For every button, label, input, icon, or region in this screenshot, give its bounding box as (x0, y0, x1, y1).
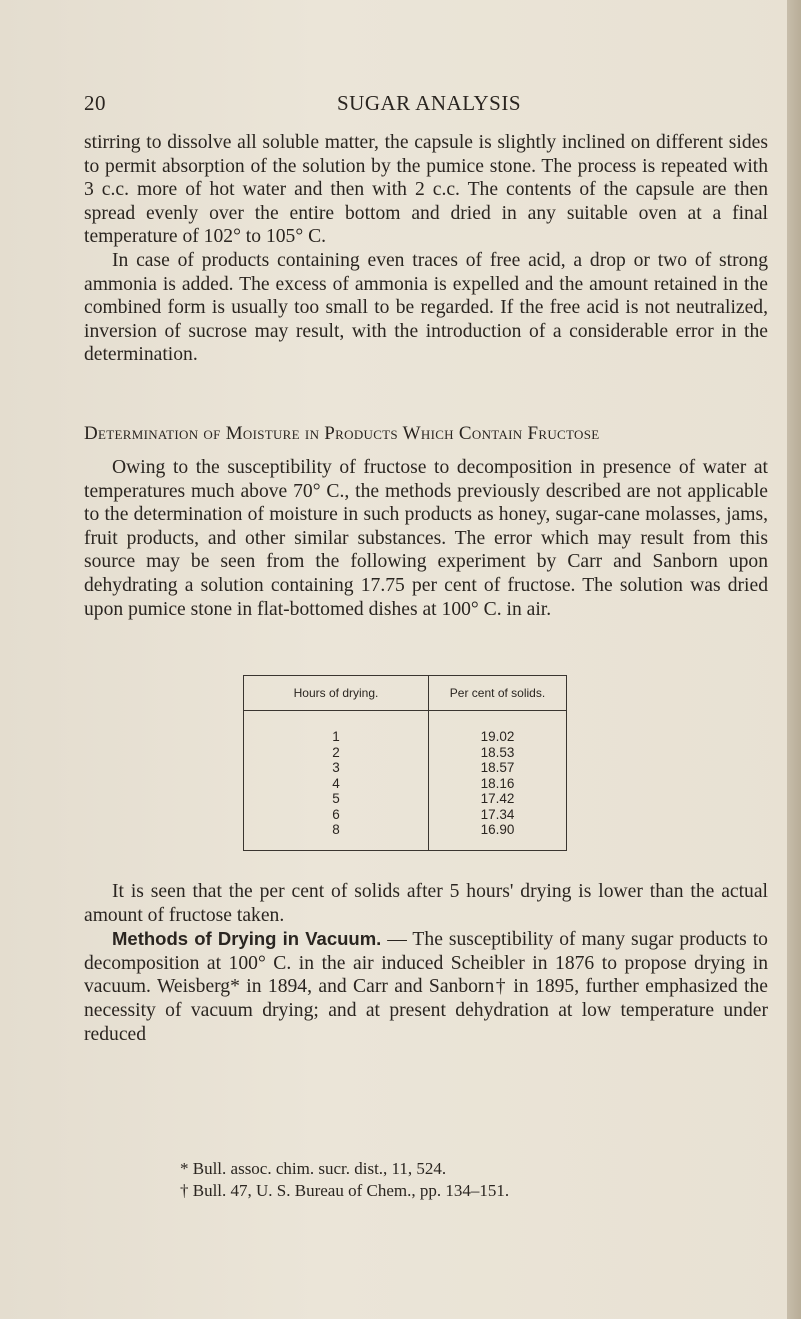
table-row (244, 791, 567, 807)
table-cell-hours: 5 (244, 791, 429, 807)
page-number: 20 (84, 91, 106, 115)
table-cell-solids: 17.34 (429, 807, 567, 823)
table-cell-hours: 8 (244, 822, 429, 850)
table-header-row (244, 676, 567, 711)
table-cell-solids: 19.02 (429, 711, 567, 745)
paragraph-5-text: — The susceptibility of many sugar products to decomposition at 100° C. in the air induced Scheibler in 1876 to propose drying in vacuum. Weisberg* in 1894, and Carr and Sanborn† in 1895, further emphasized the necessity of vacuum drying; and at present dehydration at low temperature under reduced (84, 929, 768, 1045)
table-row (244, 711, 567, 745)
paragraph-4: It is seen that the per cent of solids after 5 hours' drying is lower than the actual amount of fructose taken. (84, 881, 768, 926)
table-cell-solids: 17.42 (429, 791, 567, 807)
page-header (84, 91, 774, 117)
paragraph-3: Owing to the susceptibility of fructose to decomposition in presence of water at temperatures much above 70° C., the methods previously described are not applicable to the determination of moisture in such products as honey, sugar-cane molasses, jams, fruit products, and other similar substances. The error which may result from this source may be seen from the following experiment by Carr and Sanborn upon dehydrating a solution containing 17.75 per cent of fructose. The solution was dried upon pumice stone in flat-bottomed dishes at 100° C. in air. (84, 457, 768, 620)
page-edge (787, 0, 801, 1319)
table-cell-hours: 3 (244, 760, 429, 776)
table-row (244, 745, 567, 761)
table-cell-solids: 18.57 (429, 760, 567, 776)
table-cell-hours: 2 (244, 745, 429, 761)
table-row (244, 822, 567, 850)
table-header-hours: Hours of drying. (244, 676, 429, 711)
table-cell-hours: 6 (244, 807, 429, 823)
paragraph-5-heading: Methods of Drying in Vacuum. (112, 928, 382, 950)
table-row (244, 807, 567, 823)
table-cell-solids: 18.16 (429, 776, 567, 792)
table-cell-hours: 1 (244, 711, 429, 745)
drying-table (243, 675, 567, 851)
table-header-solids: Per cent of solids. (429, 676, 567, 711)
table-cell-solids: 16.90 (429, 822, 567, 850)
footnote-1: * Bull. assoc. chim. sucr. dist., 11, 524. (180, 1159, 447, 1178)
paragraph-1: stirring to dissolve all soluble matter, the capsule is slightly inclined on different sides to permit absorption of the solution by the pumice stone. The process is repeated with 3 c.c. more of hot water and then with 2 c.c. The contents of the capsule are then spread evenly over the entire bottom and dried in any suitable oven at a final temperature of 102° to 105° C. (84, 132, 768, 248)
body-text-block-2 (84, 880, 768, 1046)
footnotes (180, 1158, 740, 1202)
table-cell-solids: 18.53 (429, 745, 567, 761)
running-title: SUGAR ANALYSIS (336, 91, 521, 115)
section-heading: Determination of Moisture in Products Which Contain Fructose (84, 423, 600, 444)
body-text-block-1 (84, 131, 768, 367)
table-cell-hours: 4 (244, 776, 429, 792)
paragraph-2: In case of products containing even traces of free acid, a drop or two of strong ammonia is added. The excess of ammonia is expelled and the amount retained in the combined form is usually too small to be regarded. If the free acid is not neutralized, inversion of sucrose may result, with the introduction of a considerable error in the determination. (84, 249, 768, 366)
table-row (244, 760, 567, 776)
footnote-2: † Bull. 47, U. S. Bureau of Chem., pp. 134–151. (180, 1181, 510, 1200)
table-row (244, 776, 567, 792)
paragraph-5 (84, 927, 768, 1046)
